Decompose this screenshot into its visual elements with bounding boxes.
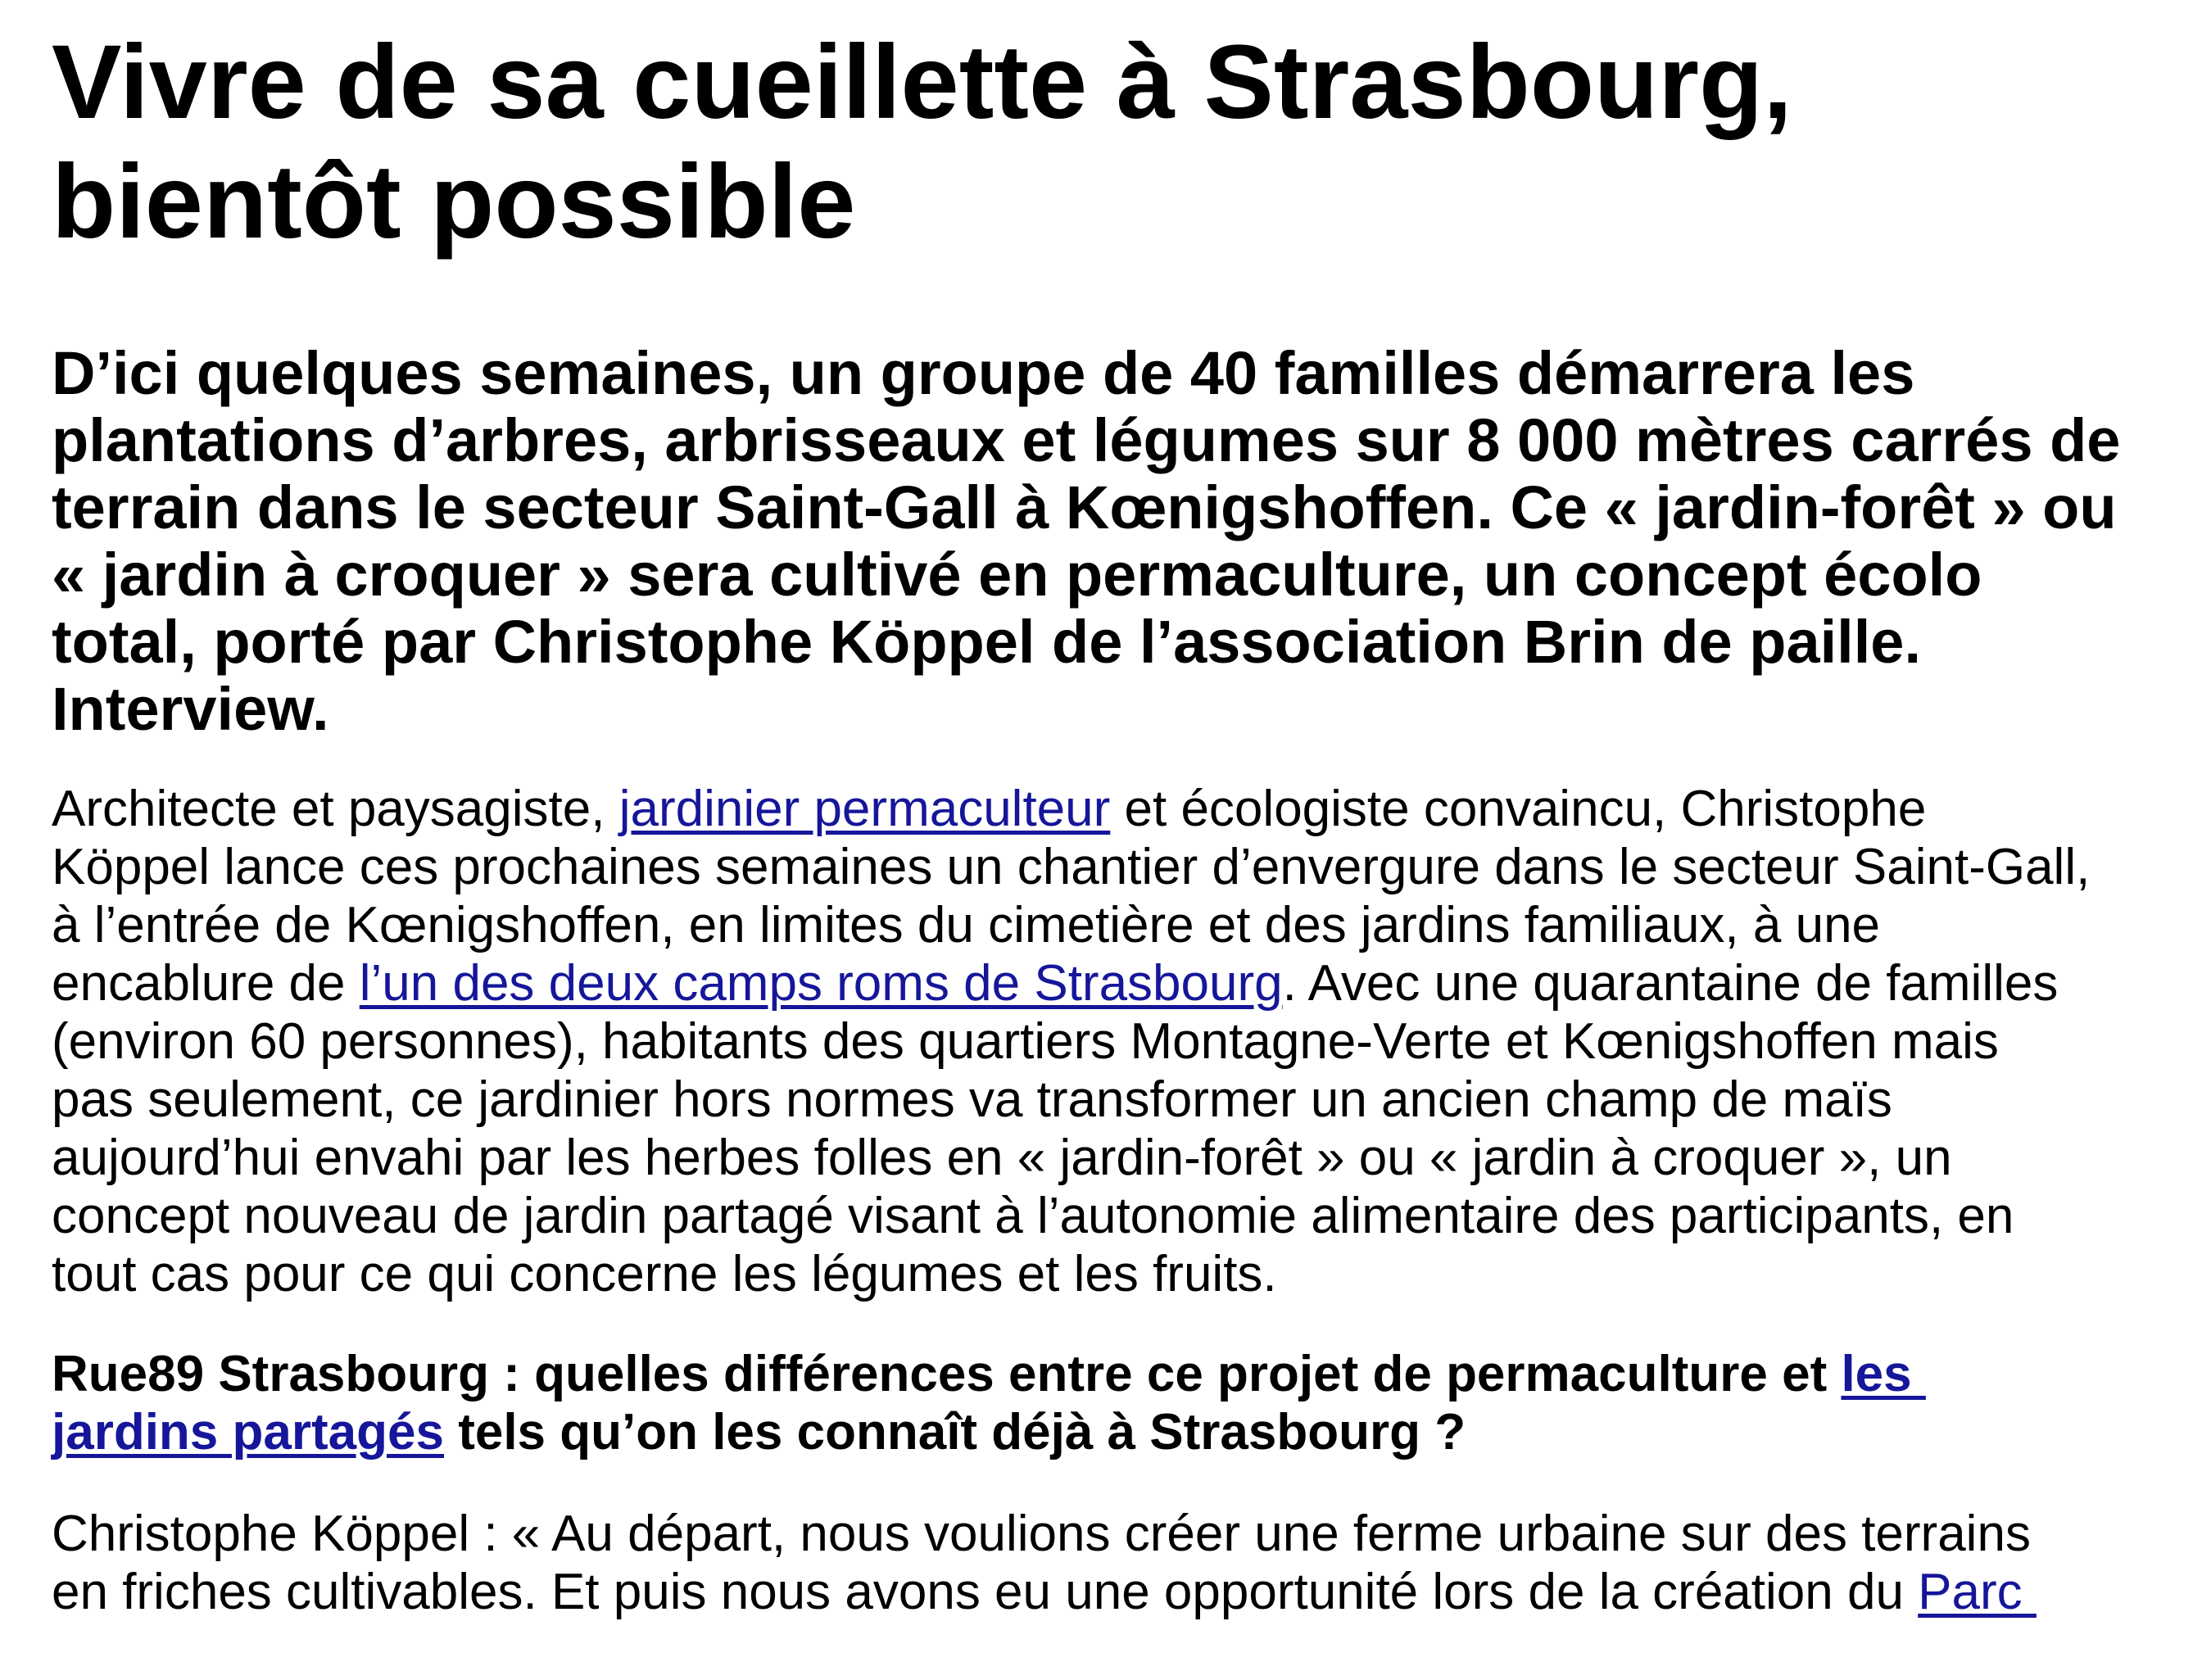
text-run: Köppel lance ces prochaines semaines un chantier d’envergure dans le secteur Saint-Gall,	[52, 839, 2091, 895]
text-run: Christophe Köppel : « Au départ, nous voulions créer une ferme urbaine sur des terrains	[52, 1506, 2031, 1562]
inline-link[interactable]: jardins partagés	[52, 1404, 444, 1460]
text-run: Rue89 Strasbourg : quelles différences entre ce projet de permaculture et	[52, 1346, 1842, 1402]
article-title	[52, 23, 2166, 262]
paragraph-lead	[52, 340, 2166, 743]
text-run: en friches cultivables. Et puis nous avons eu une opportunité lors de la création du	[52, 1564, 1919, 1620]
text-line	[52, 474, 2166, 541]
text-run: Architecte et paysagiste,	[52, 781, 619, 837]
text-line	[52, 838, 2166, 896]
text-line	[52, 1129, 2166, 1187]
text-line	[52, 1403, 2166, 1461]
text-line	[52, 1187, 2166, 1245]
text-line	[52, 541, 2166, 609]
text-run: à l’entrée de Kœnigshoffen, en limites du cimetière et des jardins familiaux, à une	[52, 897, 1881, 953]
text-run: pas seulement, ce jardinier hors normes va transformer un ancien champ de maïs	[52, 1071, 1892, 1128]
inline-link[interactable]: Parc	[1918, 1564, 2037, 1620]
text-run: et écologiste convaincu, Christophe	[1110, 781, 1927, 837]
text-run: tout cas pour ce qui concerne les légumes et les fruits.	[52, 1246, 1277, 1302]
text-line	[52, 1071, 2166, 1129]
article-title-line: bientôt possible	[52, 143, 856, 260]
text-run: (environ 60 personnes), habitants des quartiers Montagne-Verte et Kœnigshoffen mais	[52, 1013, 1999, 1070]
text-line	[52, 1563, 2166, 1621]
text-line	[52, 340, 2166, 407]
text-line	[52, 609, 2166, 676]
article-title-line: Vivre de sa cueillette à Strasbourg,	[52, 24, 1792, 141]
paragraph-question	[52, 1345, 2166, 1461]
text-line	[52, 896, 2166, 954]
inline-link[interactable]: l’un des deux camps roms de Strasbourg	[359, 955, 1283, 1012]
text-line	[52, 1245, 2166, 1303]
article-body	[52, 340, 2166, 1621]
text-line	[52, 954, 2166, 1012]
text-run: plantations d’arbres, arbrisseaux et légumes sur 8 000 mètres carrés de	[52, 406, 2121, 474]
text-run: tels qu’on les connaît déjà à Strasbourg ?	[443, 1404, 1466, 1460]
text-run: encablure de	[52, 955, 360, 1012]
paragraph-intro	[52, 780, 2166, 1303]
text-run: . Avec une quarantaine de familles	[1282, 955, 2059, 1012]
text-run: aujourd’hui envahi par les herbes folles en « jardin-forêt » ou « jardin à croquer », un	[52, 1130, 1952, 1186]
text-run: Interview.	[52, 675, 329, 743]
text-run: D’ici quelques semaines, un groupe de 40 familles démarrera les	[52, 339, 1915, 407]
text-run: total, porté par Christophe Köppel de l’association Brin de paille.	[52, 608, 1922, 676]
text-line	[52, 676, 2166, 743]
text-line	[52, 407, 2166, 474]
text-line	[52, 1505, 2166, 1563]
paragraph-answer	[52, 1505, 2166, 1621]
text-run: « jardin à croquer » sera cultivé en permaculture, un concept écolo	[52, 541, 1982, 609]
text-line	[52, 780, 2166, 838]
inline-link[interactable]: les	[1841, 1346, 1926, 1402]
text-line	[52, 1345, 2166, 1403]
text-line	[52, 1012, 2166, 1071]
text-run: concept nouveau de jardin partagé visant à l’autonomie alimentaire des participants, en	[52, 1188, 2014, 1244]
text-run: terrain dans le secteur Saint-Gall à Kœnigshoffen. Ce « jardin-forêt » ou	[52, 473, 2117, 541]
inline-link[interactable]: jardinier permaculteur	[618, 781, 1111, 837]
